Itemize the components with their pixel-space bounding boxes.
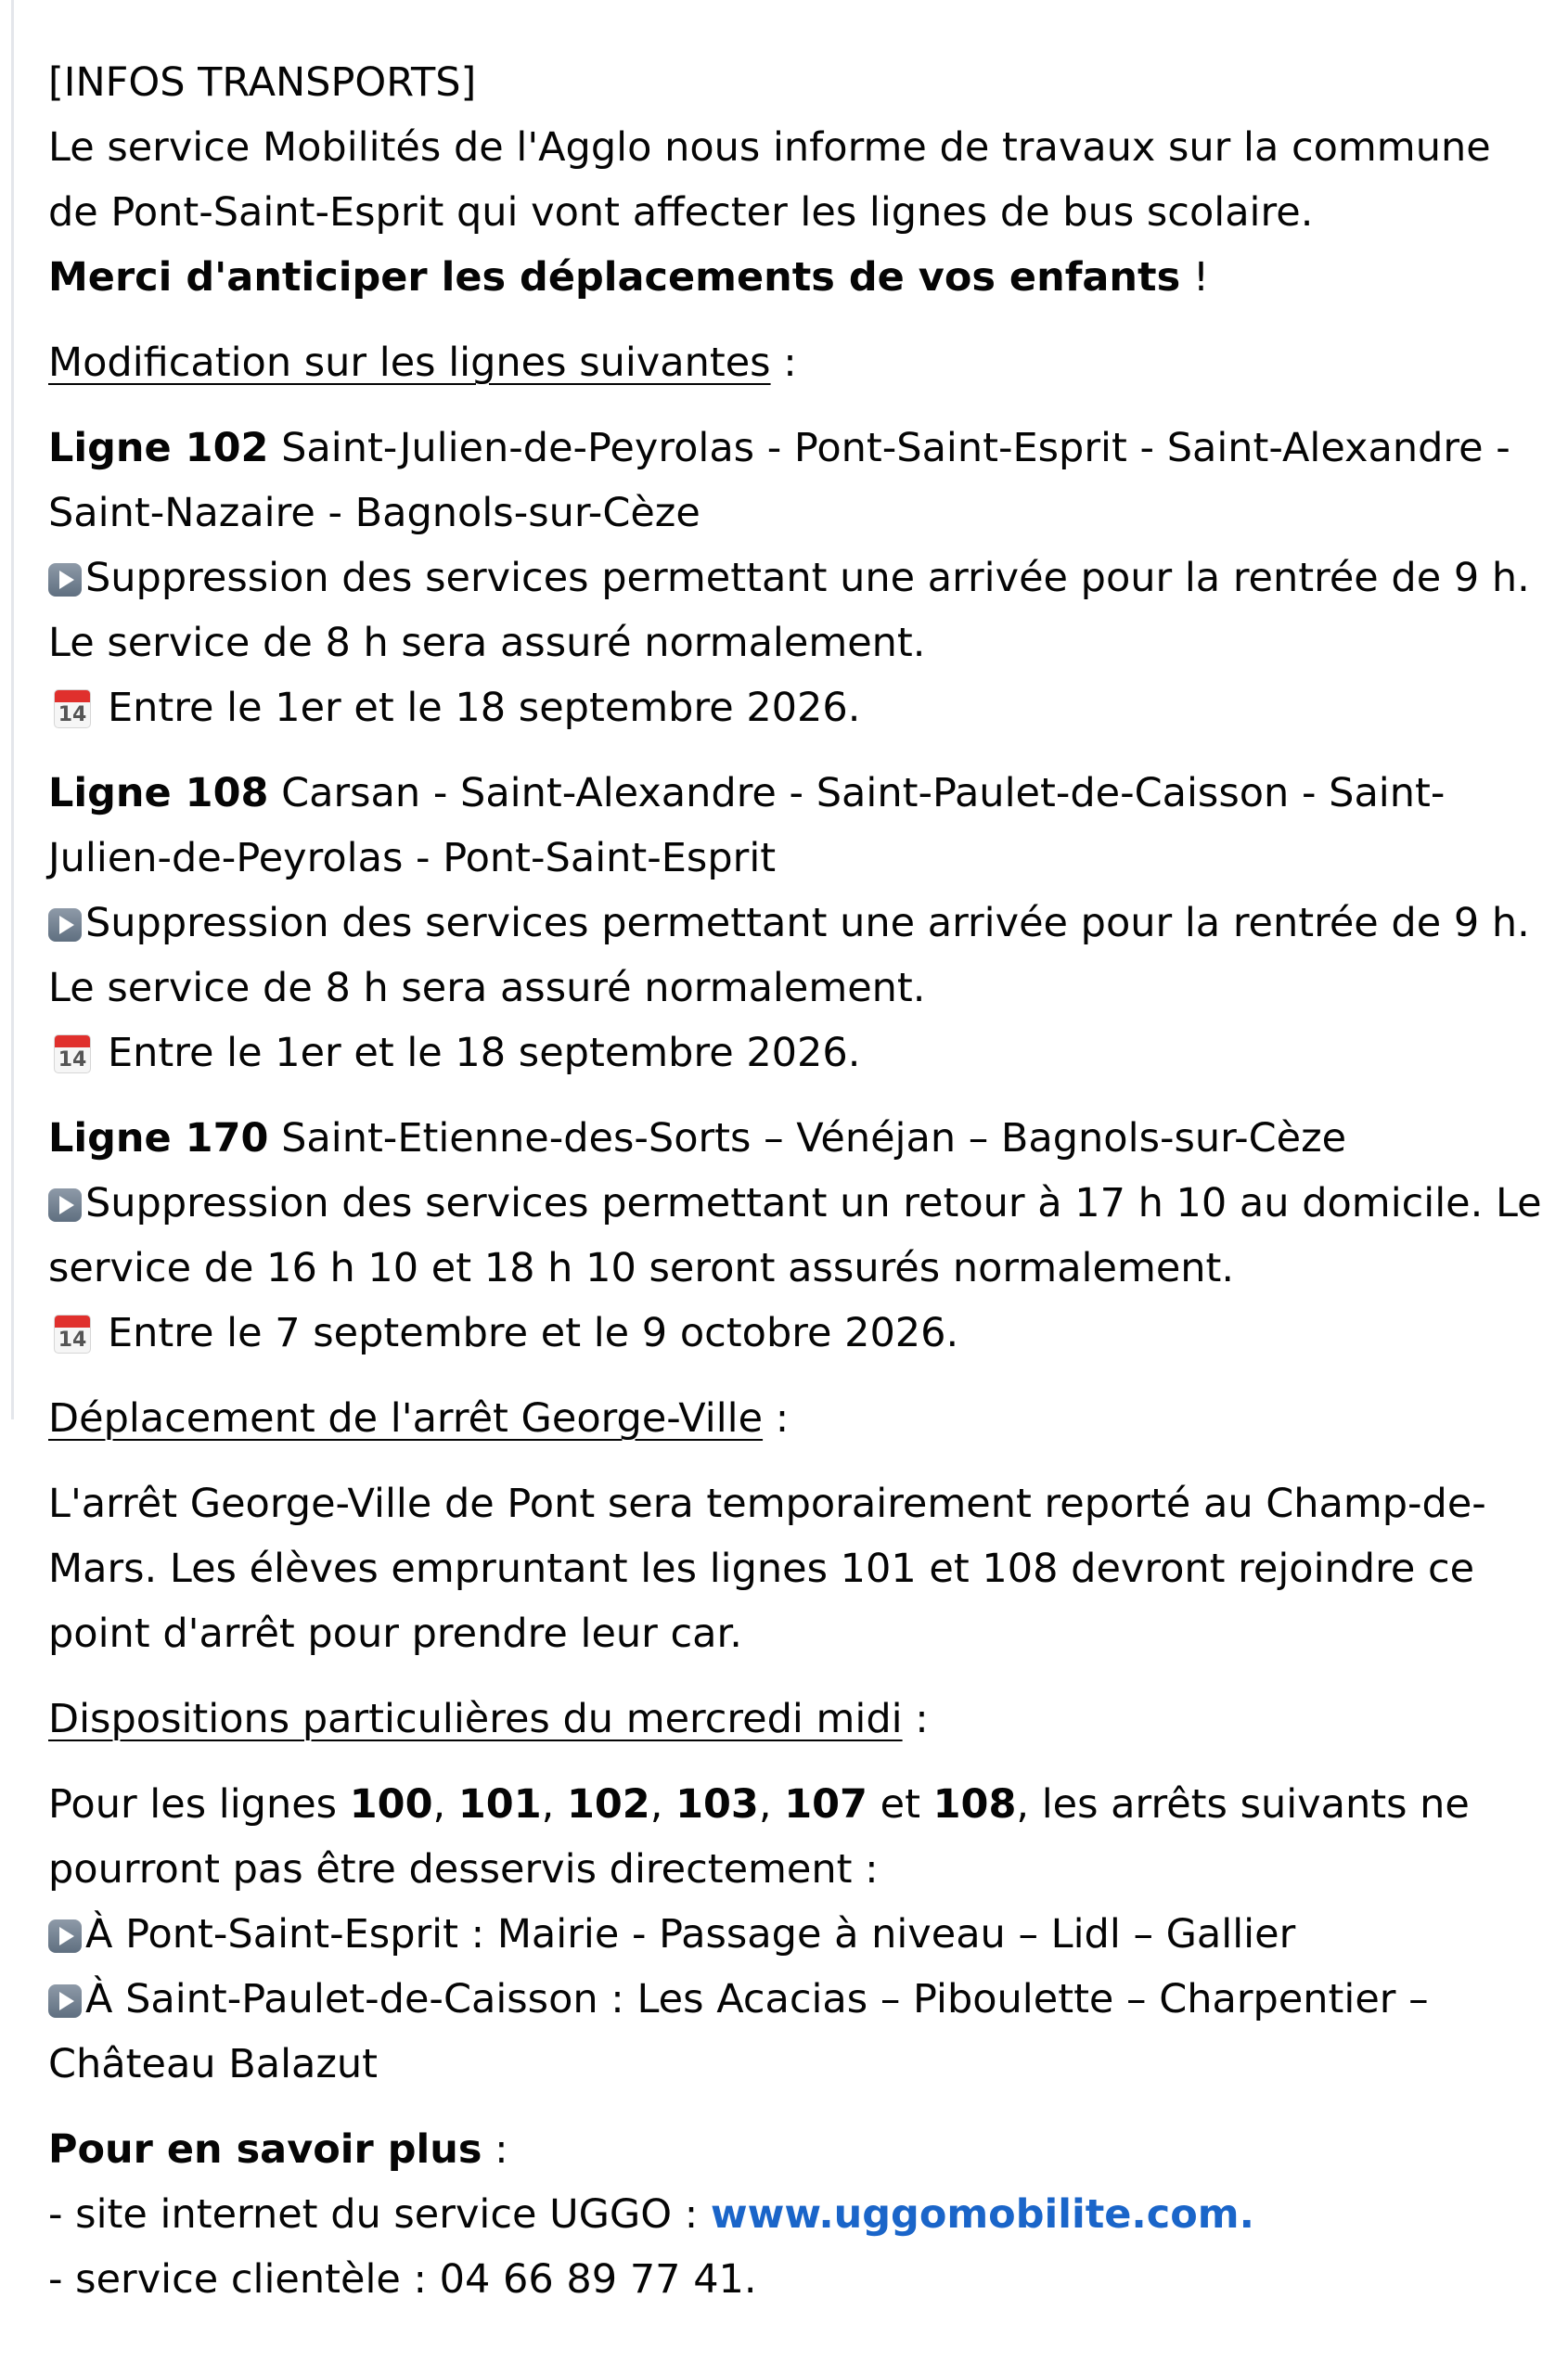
mercredi-tail: , les arrêts suivants ne pourront pas être desservis directement : (48, 1781, 1470, 1893)
calendar-icon (54, 1034, 91, 1073)
line-block-102 (48, 416, 1549, 740)
notice-tail: ! (1180, 254, 1210, 301)
calendar-day: 14 (58, 1048, 87, 1072)
mercredi-lead: Pour les lignes (48, 1781, 350, 1828)
arret-heading (48, 1386, 1549, 1451)
line-name: Ligne 102 (48, 425, 269, 471)
separator: , (432, 1781, 458, 1828)
mercredi-heading-tail: : (902, 1696, 929, 1742)
line-change (48, 1171, 1549, 1301)
stop-item (48, 1902, 1549, 1967)
site-label: - site internet du service UGGO : (48, 2191, 711, 2238)
line-dates (48, 1021, 1549, 1085)
line-number: 101 (457, 1781, 542, 1828)
line-number: 108 (932, 1781, 1017, 1828)
modification-heading-text: Modification sur les lignes suivantes (48, 340, 771, 386)
line-change-text: Suppression des services permettant une arrivée pour la rentrée de 9 h. Le service de 8 h sera assuré normalement. (48, 900, 1530, 1011)
website-link[interactable]: www.uggomobilite.com. (710, 2191, 1254, 2238)
mercredi-heading (48, 1687, 1549, 1752)
line-block-108 (48, 761, 1549, 1085)
line-block-170 (48, 1106, 1549, 1366)
mercredi-lines-text (48, 1772, 1549, 1902)
line-change (48, 546, 1549, 675)
conjunction: et (867, 1781, 933, 1828)
separator: , (758, 1781, 785, 1828)
notice-bold: Merci d'anticiper les déplacements de vos enfants (48, 254, 1181, 301)
line-change (48, 891, 1549, 1021)
play-button-icon (48, 1919, 82, 1953)
line-name: Ligne 108 (48, 770, 269, 816)
play-button-icon (48, 1984, 82, 2018)
line-dates (48, 1301, 1549, 1366)
arret-text: L'arrêt George-Ville de Pont sera temporairement reporté au Champ-de-Mars. Les élèves empruntant les lignes 101 et 108 devront rejoindre ce point d'arrêt pour prendre leur car. (48, 1481, 1486, 1657)
info-heading-tail: : (482, 2126, 508, 2173)
line-change-text: Suppression des services permettant une arrivée pour la rentrée de 9 h. Le service de 8 h sera assuré normalement. (48, 555, 1530, 666)
intro-text: Le service Mobilités de l'Agglo nous informe de travaux sur la commune de Pont-Saint-Esprit qui vont affecter les lignes de bus scolaire. (48, 124, 1491, 236)
line-title (48, 1106, 1549, 1171)
line-number: 107 (784, 1781, 868, 1828)
info-heading-text: Pour en savoir plus (48, 2126, 482, 2173)
calendar-day: 14 (58, 1329, 87, 1352)
line-dates-text: Entre le 1er et le 18 septembre 2026. (108, 1030, 861, 1076)
info-heading (48, 2117, 1549, 2182)
line-title (48, 761, 1549, 891)
arret-heading-tail: : (763, 1395, 790, 1442)
line-title (48, 416, 1549, 546)
modification-heading-tail: : (770, 340, 797, 386)
line-name: Ligne 170 (48, 1115, 269, 1162)
line-number: 102 (566, 1781, 650, 1828)
quote-divider (11, 0, 14, 1419)
play-button-icon (48, 563, 82, 597)
line-route: Carsan - Saint-Alexandre - Saint-Paulet-de-Caisson - Saint-Julien-de-Peyrolas - Pont-Saint-Esprit (48, 770, 1446, 881)
post-header: [INFOS TRANSPORTS] (48, 59, 477, 106)
line-route: Saint-Julien-de-Peyrolas - Pont-Saint-Esprit - Saint-Alexandre - Saint-Nazaire - Bagnols-sur-Cèze (48, 425, 1510, 536)
info-site (48, 2182, 1549, 2247)
line-dates-text: Entre le 7 septembre et le 9 octobre 2026. (108, 1310, 959, 1356)
stop-text: À Pont-Saint-Esprit : Mairie - Passage à niveau – Lidl – Gallier (85, 1911, 1296, 1958)
calendar-icon (54, 1315, 91, 1354)
calendar-icon (54, 689, 91, 728)
calendar-day: 14 (58, 703, 87, 726)
stop-text: À Saint-Paulet-de-Caisson : Les Acacias – Piboulette – Charpentier – Château Balazut (48, 1976, 1429, 2087)
separator: , (649, 1781, 676, 1828)
separator: , (541, 1781, 567, 1828)
play-button-icon (48, 908, 82, 942)
play-button-icon (48, 1188, 82, 1222)
line-change-text: Suppression des services permettant un retour à 17 h 10 au domicile. Le service de 16 h 10 et 18 h 10 seront assurés normalement. (48, 1180, 1542, 1291)
info-phone: - service clientèle : 04 66 89 77 41. (48, 2256, 757, 2303)
line-dates (48, 675, 1549, 740)
mercredi-heading-text: Dispositions particulières du mercredi midi (48, 1696, 903, 1742)
arret-heading-text: Déplacement de l'arrêt George-Ville (48, 1395, 764, 1442)
notice-text (48, 245, 1549, 310)
line-dates-text: Entre le 1er et le 18 septembre 2026. (108, 685, 861, 731)
modification-heading (48, 330, 1549, 395)
line-number: 103 (675, 1781, 759, 1828)
stop-item (48, 1967, 1549, 2097)
line-route: Saint-Etienne-des-Sorts – Vénéjan – Bagnols-sur-Cèze (268, 1115, 1347, 1162)
line-number: 100 (349, 1781, 433, 1828)
